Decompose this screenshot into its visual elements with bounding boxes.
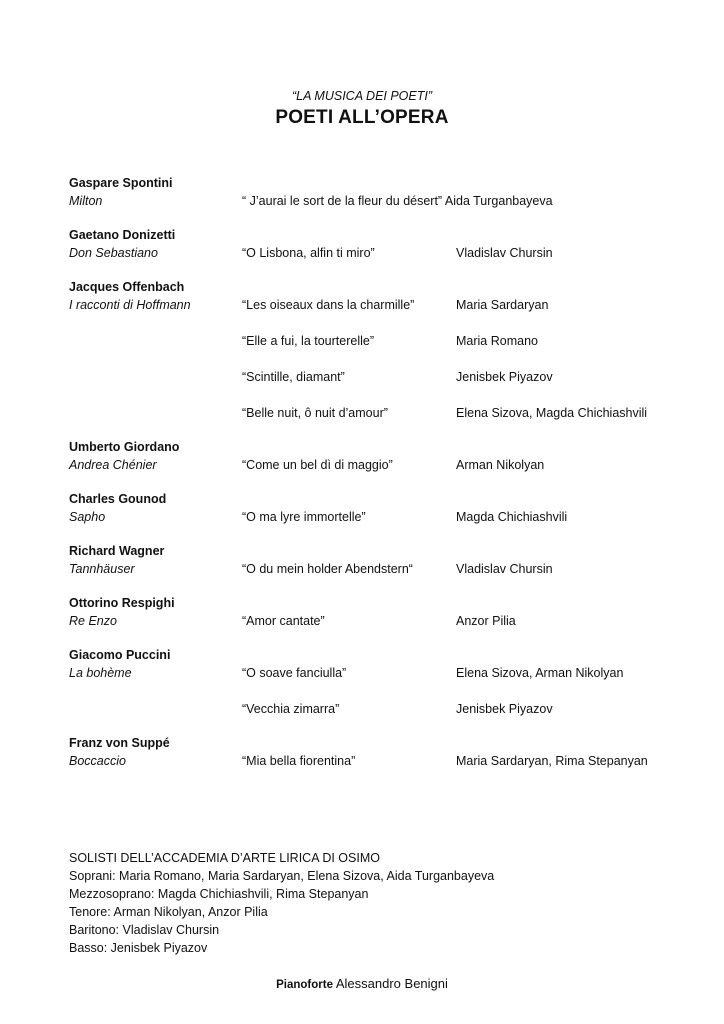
aria-row [69, 664, 709, 682]
aria-title: “Belle nuit, ô nuit d’amour” [242, 406, 388, 420]
aria-row [69, 296, 709, 314]
program-entry [69, 438, 709, 474]
opera-title: I racconti di Hoffmann [69, 298, 191, 312]
composer-name: Franz von Suppé [69, 736, 170, 750]
aria-title: “Scintille, diamant” [242, 370, 345, 384]
composer-name: Richard Wagner [69, 544, 165, 558]
composer-name: Jacques Offenbach [69, 280, 185, 294]
soloists-line: Soprani: Maria Romano, Maria Sardaryan, Elena Sizova, Aida Turganbayeva [69, 869, 495, 883]
aria-row [69, 456, 709, 474]
aria-row [69, 192, 709, 210]
performer-names: Vladislav Chursin [456, 562, 553, 576]
aria-row [69, 560, 709, 578]
performer-names: Anzor Pilia [456, 614, 516, 628]
soloists-line: Mezzosoprano: Magda Chichiashvili, Rima Stepanyan [69, 887, 369, 901]
soloists-line: Baritono: Vladislav Chursin [69, 923, 220, 937]
aria-title: “O soave fanciulla” [242, 666, 347, 680]
opera-title: Andrea Chénier [69, 458, 157, 472]
aria-row [69, 332, 709, 350]
composer-name: Gaetano Donizetti [69, 228, 176, 242]
soloists-section [69, 849, 494, 957]
aria-title: “Vecchia zimarra” [242, 702, 340, 716]
opera-title: Don Sebastiano [69, 246, 158, 260]
program-entry [69, 594, 709, 630]
pianist-name: Alessandro Benigni [335, 976, 448, 991]
opera-title: La bohème [69, 666, 132, 680]
performer-names: Elena Sizova, Arman Nikolyan [456, 666, 624, 680]
program-entry [69, 226, 709, 262]
aria-title: “O du mein holder Abendstern“ [242, 562, 413, 576]
aria-title: “Mia bella fiorentina” [242, 754, 356, 768]
aria-title: “Amor cantate” [242, 614, 325, 628]
program-list [69, 174, 709, 786]
aria-title: “Come un bel dì di maggio” [242, 458, 393, 472]
performer-names: Magda Chichiashvili [456, 510, 568, 524]
aria-title: “ J’aurai le sort de la fleur du désert” Aida Turganbayeva [242, 194, 553, 208]
aria-title: “O Lisbona, alfin ti miro” [242, 246, 375, 260]
performer-names: Maria Sardaryan, Rima Stepanyan [456, 754, 648, 768]
pianist-credit [0, 976, 724, 991]
performer-names: Arman Nikolyan [456, 458, 545, 472]
aria-row [69, 368, 709, 386]
program-entry [69, 734, 709, 770]
composer-name: Charles Gounod [69, 492, 167, 506]
aria-row [69, 752, 709, 770]
composer-name: Giacomo Puccini [69, 648, 171, 662]
aria-title: “Elle a fui, la tourterelle” [242, 334, 375, 348]
program-entry [69, 542, 709, 578]
aria-row [69, 612, 709, 630]
opera-title: Boccaccio [69, 754, 126, 768]
program-entry [69, 174, 709, 210]
soloists-line: Basso: Jenisbek Piyazov [69, 941, 208, 955]
program-entry [69, 646, 709, 718]
program-entry [69, 490, 709, 526]
aria-row [69, 700, 709, 718]
performer-names: Jenisbek Piyazov [456, 370, 553, 384]
composer-name: Ottorino Respighi [69, 596, 175, 610]
concert-title: POETI ALL’OPERA [275, 107, 449, 128]
opera-title: Tannhäuser [69, 562, 135, 576]
aria-row [69, 244, 709, 262]
opera-title: Re Enzo [69, 614, 117, 628]
pianist-label: Pianoforte [276, 979, 333, 991]
opera-title: Sapho [69, 510, 106, 524]
composer-name: Umberto Giordano [69, 440, 180, 454]
aria-row [69, 508, 709, 526]
soloists-heading: SOLISTI DELL’ACCADEMIA D’ARTE LIRICA DI OSIMO [69, 851, 380, 865]
aria-title: “O ma lyre immortelle” [242, 510, 366, 524]
composer-name: Gaspare Spontini [69, 176, 173, 190]
performer-names: Jenisbek Piyazov [456, 702, 553, 716]
performer-names: Maria Romano [456, 334, 538, 348]
opera-title: Milton [69, 194, 103, 208]
performer-names: Elena Sizova, Magda Chichiashvili [456, 406, 648, 420]
performer-names: Maria Sardaryan [456, 298, 549, 312]
aria-title: “Les oiseaux dans la charmille” [242, 298, 415, 312]
concert-subtitle: “LA MUSICA DEI POETI” [291, 89, 433, 103]
performer-names: Vladislav Chursin [456, 246, 553, 260]
soloists-line: Tenore: Arman Nikolyan, Anzor Pilia [69, 905, 268, 919]
program-entry [69, 278, 709, 422]
aria-row [69, 404, 709, 422]
